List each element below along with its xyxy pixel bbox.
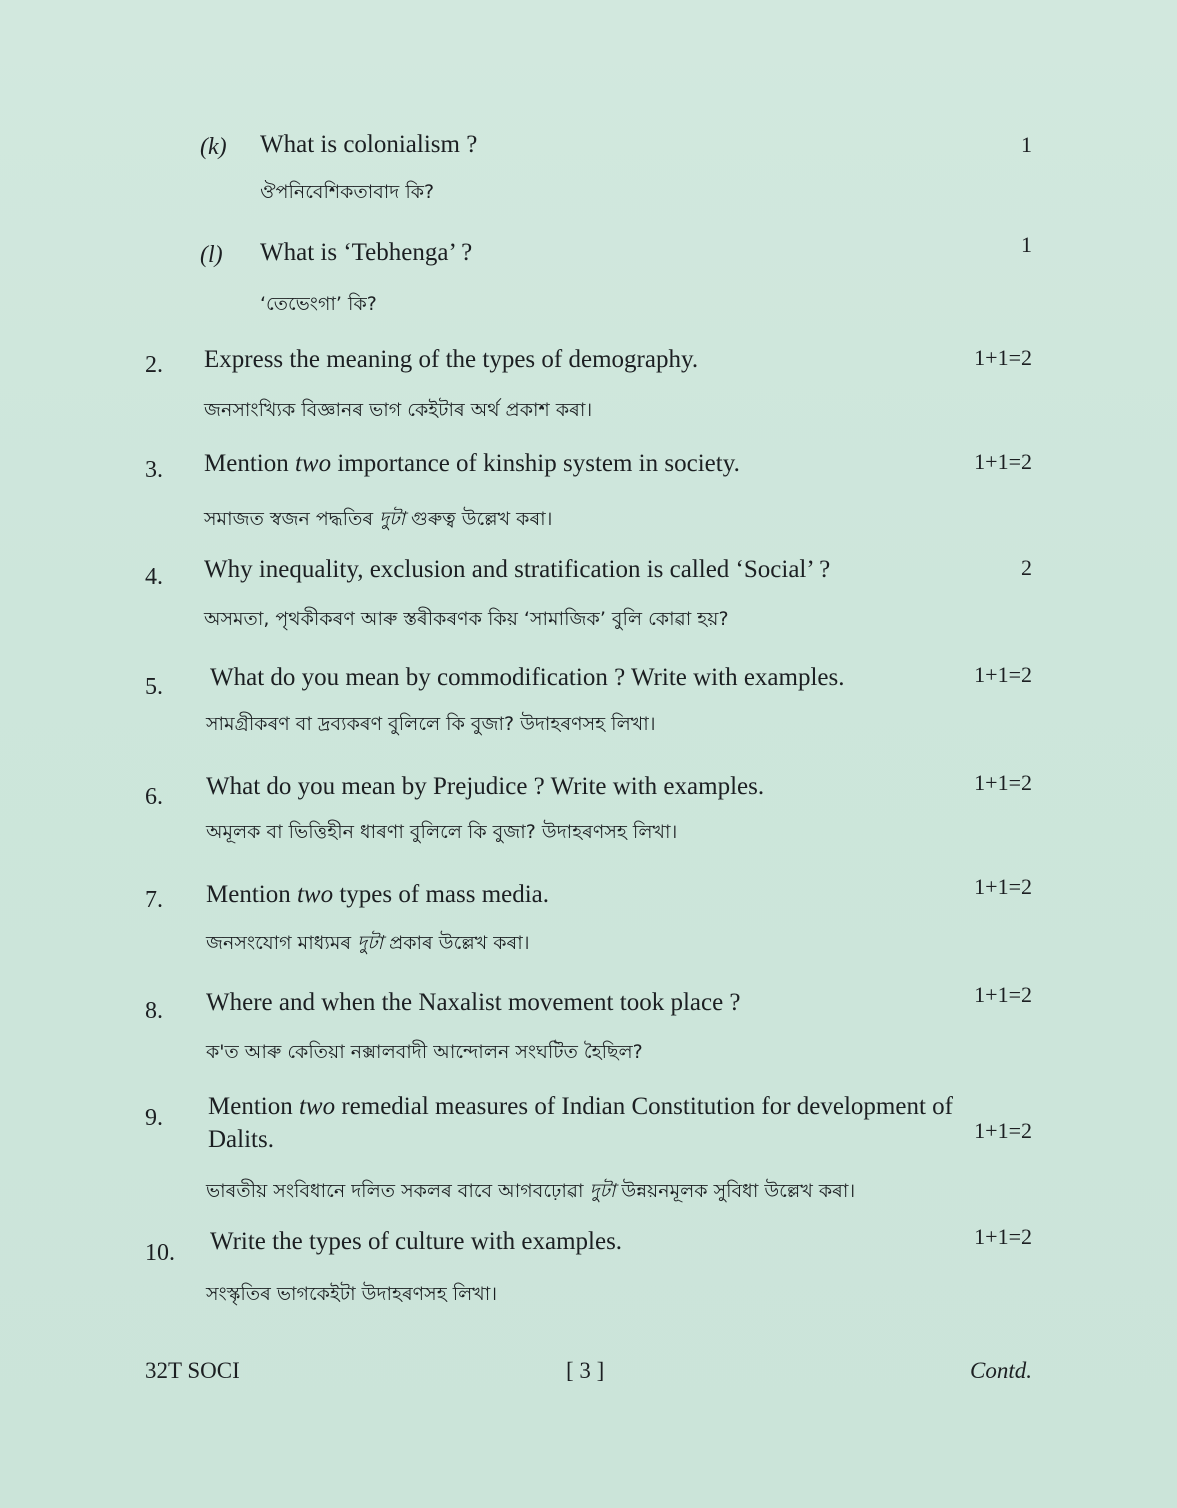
question-text-en: Express the meaning of the types of demography.	[204, 346, 699, 373]
question-number: 3.	[145, 457, 163, 483]
question-number: 9.	[145, 1105, 163, 1131]
question-text-en: What do you mean by commodification ? Write with examples.	[210, 664, 845, 691]
question-text-bn: জনসাংখ্যিক বিজ্ঞানৰ ভাগ কেইটাৰ অৰ্থ প্ৰকাশ কৰা।	[204, 399, 593, 421]
question-marks: 1+1=2	[974, 982, 1032, 1007]
question-text-en: Write the types of culture with examples.	[210, 1228, 623, 1255]
question-marks: 1+1=2	[974, 770, 1032, 795]
question-text-en: What is colonialism ?	[260, 131, 478, 158]
question-text-bn: অসমতা, পৃথকীকৰণ আৰু স্তৰীকৰণক কিয় ‘সামাজিক’ বুলি কোৱা হয়?	[204, 608, 729, 630]
question-marks: 1	[1021, 132, 1032, 157]
question-text-bn: জনসংযোগ মাধ্যমৰ দুটা প্ৰকাৰ উল্লেখ কৰা।	[206, 932, 530, 954]
question-text-bn: সংস্কৃতিৰ ভাগকেইটা উদাহৰণসহ লিখা।	[206, 1283, 498, 1305]
paper-code: 32T SOCI	[145, 1358, 240, 1383]
question-text-bn: সামগ্ৰীকৰণ বা দ্ৰব্যকৰণ বুলিলে কি বুজা? উদাহৰণসহ লিখা।	[206, 713, 656, 735]
question-number: 10.	[145, 1240, 175, 1266]
question-number: 7.	[145, 887, 163, 913]
question-text-en: What do you mean by Prejudice ? Write with examples.	[206, 773, 765, 800]
continued-label: Contd.	[970, 1358, 1032, 1383]
question-marks: 2	[1021, 555, 1032, 580]
question-text-en: Why inequality, exclusion and stratification is called ‘Social’ ?	[204, 556, 831, 583]
question-text-en: Mention two types of mass media.	[206, 881, 550, 908]
question-text-bn: ঔপনিবেশিকতাবাদ কি?	[260, 181, 435, 203]
question-text-en: Mention two importance of kinship system in society.	[204, 450, 740, 477]
question-marks: 1+1=2	[974, 662, 1032, 687]
question-number: 2.	[145, 352, 163, 378]
question-text-bn: ক'ত আৰু কেতিয়া নক্সালবাদী আন্দোলন সংঘটিত হৈছিল?	[206, 1041, 643, 1063]
question-marks: 1+1=2	[974, 874, 1032, 899]
question-text-bn: অমূলক বা ভিত্তিহীন ধাৰণা বুলিলে কি বুজা? উদাহৰণসহ লিখা।	[206, 821, 678, 843]
page-number: [ 3 ]	[566, 1358, 605, 1383]
question-number: 8.	[145, 998, 163, 1024]
question-text-bn: ‘তেভেংগা’ কি?	[260, 293, 377, 315]
question-number: 5.	[145, 674, 163, 700]
question-text-bn: সমাজত স্বজন পদ্ধতিৰ দুটা গুৰুত্ব উল্লেখ কৰা।	[204, 508, 553, 530]
question-text-en: Where and when the Naxalist movement took place ?	[206, 989, 741, 1016]
question-number: 6.	[145, 784, 163, 810]
question-marks: 1+1=2	[974, 1118, 1032, 1143]
question-text-en: What is ‘Tebhenga’ ?	[260, 239, 473, 266]
question-text-en: Mention two remedial measures of Indian Constitution for development of	[208, 1093, 953, 1120]
question-text-bn: ভাৰতীয় সংবিধানে দলিত সকলৰ বাবে আগবঢ়োৱা দুটা উন্নয়নমূলক সুবিধা উল্লেখ কৰা।	[206, 1180, 856, 1202]
question-marks: 1+1=2	[974, 345, 1032, 370]
question-marks: 1	[1021, 232, 1032, 257]
question-number: (k)	[200, 134, 227, 160]
question-marks: 1+1=2	[974, 1224, 1032, 1249]
question-number: 4.	[145, 564, 163, 590]
question-text-en-line2: Dalits.	[208, 1126, 274, 1153]
question-marks: 1+1=2	[974, 449, 1032, 474]
question-number: (l)	[200, 242, 223, 268]
